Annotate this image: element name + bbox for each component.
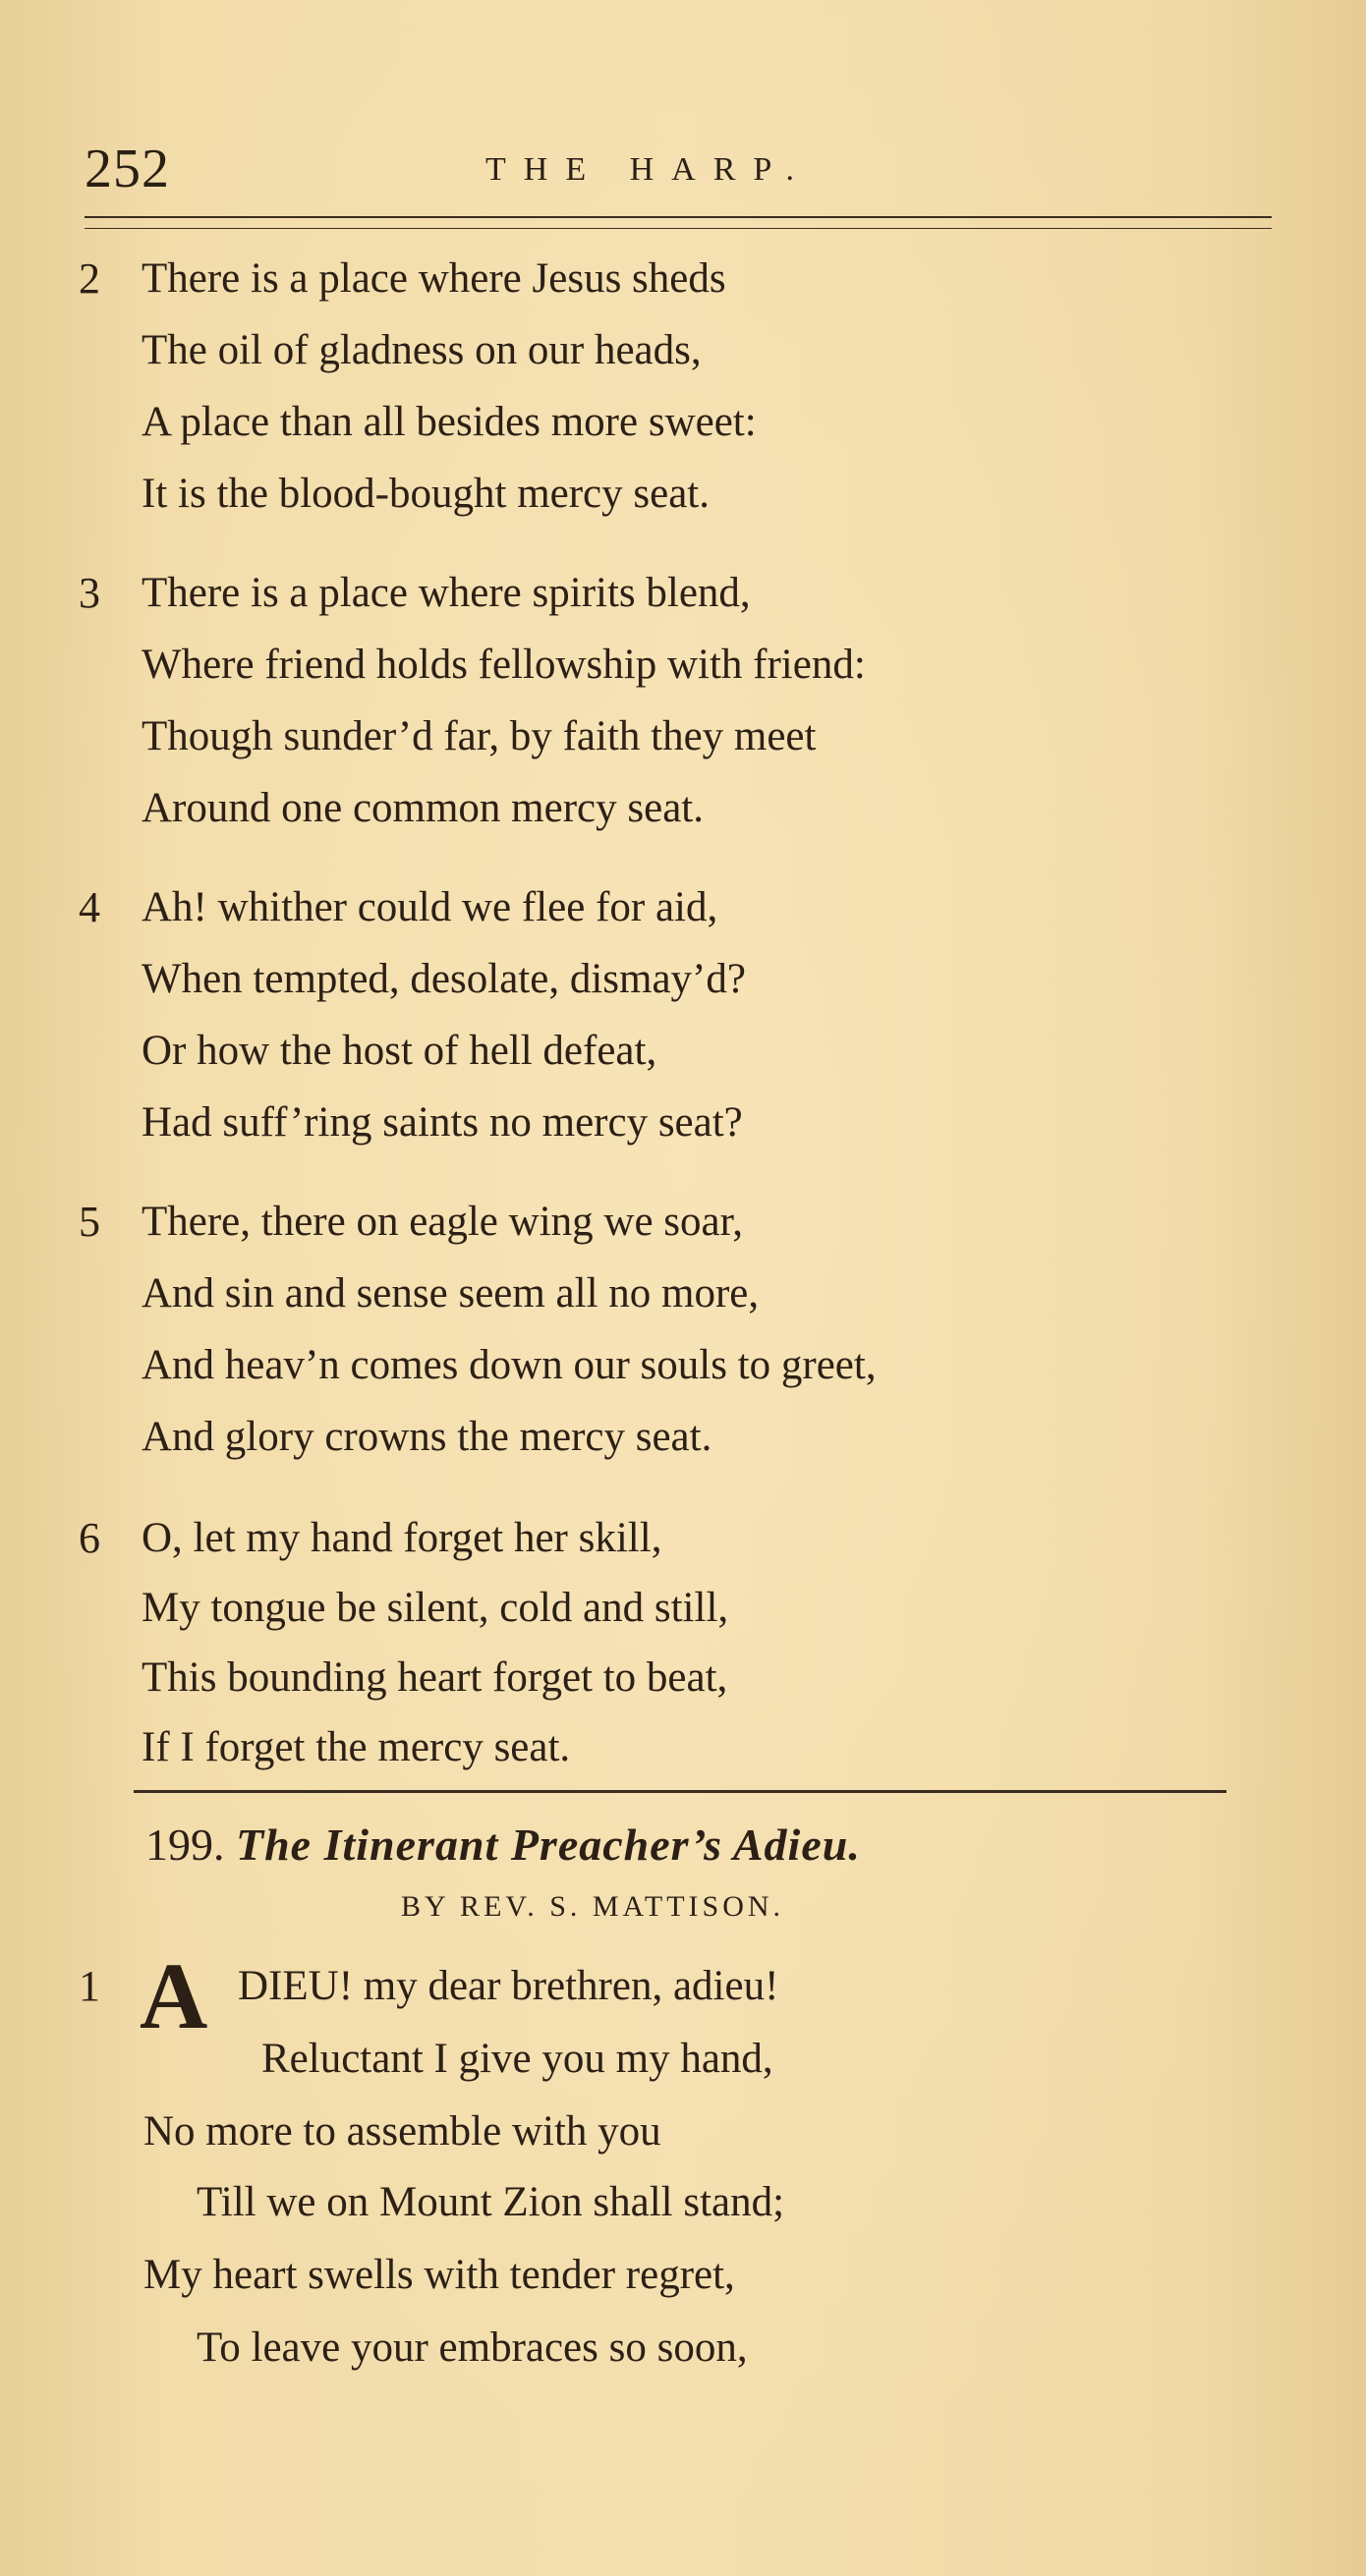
stanza-number: 2 [79, 254, 100, 303]
verse-line: Around one common mercy seat. [142, 785, 704, 831]
stanza-4 [79, 872, 1258, 1167]
verse-line: And sin and sense seem all no more, [142, 1270, 760, 1316]
verse-line: It is the blood-bought mercy seat. [142, 471, 710, 517]
verse-line: Or how the host of hell defeat, [142, 1028, 657, 1074]
stanza-5 [79, 1187, 1258, 1482]
verse-line: Though sunder’d far, by faith they meet [142, 713, 817, 759]
stanza-2 [79, 244, 1258, 538]
verse-line: My heart swells with tender regret, [143, 2252, 735, 2298]
hymn-number: 199. [145, 1820, 225, 1870]
verse-line: O, let my hand forget her skill, [142, 1515, 662, 1561]
verse-line: There is a place where spirits blend, [142, 570, 751, 616]
header-rule [85, 216, 1272, 218]
stanza-number: 4 [79, 883, 100, 931]
verse-line: There is a place where Jesus sheds [142, 255, 726, 302]
section-rule [134, 1790, 1226, 1793]
verse-line: Had suff’ring saints no mercy seat? [142, 1099, 743, 1146]
stanza-number: 1 [79, 1962, 100, 2010]
verse-line: Ah! whither could we flee for aid, [142, 884, 718, 930]
verse-line: To leave your embraces so soon, [197, 2324, 748, 2371]
verse-line: My tongue be silent, cold and still, [142, 1585, 729, 1631]
verse-line: There, there on eagle wing we soar, [142, 1199, 743, 1245]
page-header [85, 138, 1264, 206]
hymn-author: BY REV. S. MATTISON. [401, 1890, 785, 1923]
verse-line: No more to assemble with you [143, 2108, 661, 2155]
stanza-number: 5 [79, 1198, 100, 1246]
verse-line: If I forget the mercy seat. [142, 1724, 571, 1770]
verse-line: And glory crowns the mercy seat. [142, 1414, 712, 1460]
header-rule-thin [85, 228, 1272, 229]
running-head: THE HARP. [485, 151, 813, 188]
verse-line: A place than all besides more sweet: [142, 399, 757, 445]
hymn-title: The Itinerant Preacher’s Adieu. [236, 1820, 861, 1870]
verse-line: Reluctant I give you my hand, [261, 2036, 773, 2082]
verse-line: And heav’n comes down our souls to greet, [142, 1342, 877, 1388]
stanza-6 [79, 1503, 1258, 1798]
hymn-heading [145, 1810, 861, 1880]
verse-line: Where friend holds fellowship with friend: [142, 642, 866, 688]
verse-line: The oil of gladness on our heads, [142, 327, 702, 373]
verse-line: DIEU! my dear brethren, adieu! [238, 1963, 779, 2009]
stanza-number: 3 [79, 569, 100, 617]
stanza-number: 6 [79, 1514, 100, 1562]
page-number: 252 [85, 139, 170, 199]
stanza-3 [79, 558, 1258, 853]
verse-line: Till we on Mount Zion shall stand; [197, 2179, 785, 2225]
verse-line: When tempted, desolate, dismay’d? [142, 956, 746, 1002]
verse-line: This bounding heart forget to beat, [142, 1654, 728, 1701]
drop-cap: A [140, 1943, 208, 2048]
